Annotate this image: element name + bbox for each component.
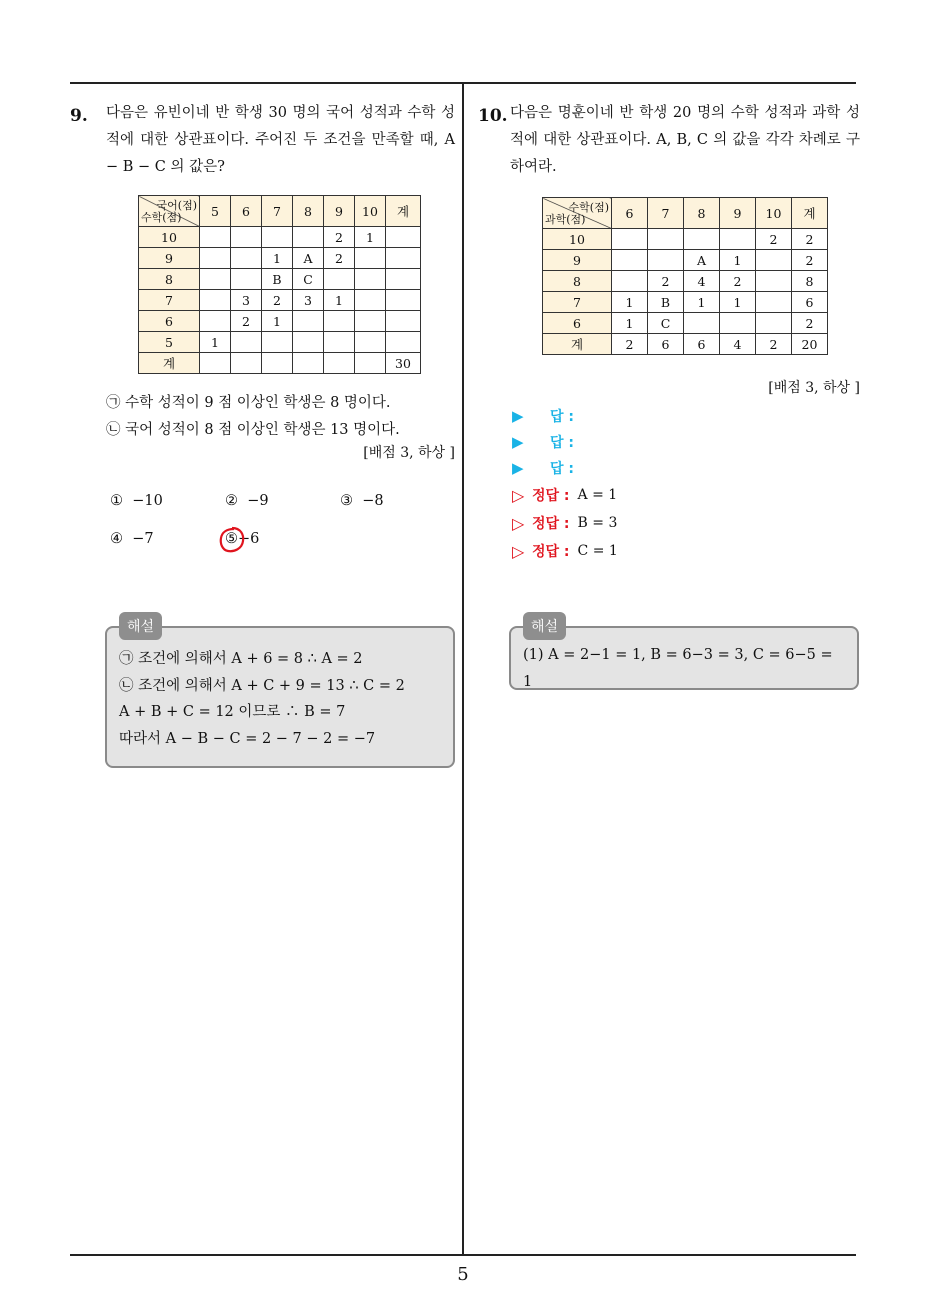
answer-line-2[interactable] — [512, 429, 860, 455]
table-cell — [324, 311, 355, 332]
table-cell — [355, 353, 386, 374]
table-cell: 2 — [756, 229, 792, 250]
table-cell: 2 — [648, 271, 684, 292]
table-row — [543, 334, 828, 355]
question-number: 10. — [478, 106, 508, 126]
table-cell: C — [648, 313, 684, 334]
table-cell: 1 — [612, 292, 648, 313]
table-row — [139, 248, 421, 269]
table-cell: 1 — [684, 292, 720, 313]
table-cell: 2 — [612, 334, 648, 355]
table-row — [543, 313, 828, 334]
table-cell — [355, 269, 386, 290]
table-row — [139, 227, 421, 248]
answer-line-1[interactable] — [512, 403, 860, 429]
table-cell — [200, 269, 231, 290]
table-header: 10 — [756, 198, 792, 229]
table-cell: 4 — [720, 334, 756, 355]
row-label: 6 — [139, 311, 200, 332]
table-header: 계 — [386, 196, 421, 227]
table-cell — [200, 353, 231, 374]
table-cell: A — [293, 248, 324, 269]
row-label: 9 — [543, 250, 612, 271]
table-corner — [139, 196, 200, 227]
table-cell: B — [262, 269, 293, 290]
table-cell: 3 — [293, 290, 324, 311]
choice-4[interactable] — [110, 531, 225, 547]
column-divider — [462, 82, 464, 1256]
table-header: 7 — [648, 198, 684, 229]
table-cell: 1 — [262, 248, 293, 269]
correct-label: 정답 : — [532, 488, 570, 504]
table-cell: 30 — [386, 353, 421, 374]
play-icon: ▶ — [512, 433, 524, 451]
explanation-line: 따라서 A − B − C = 2 − 7 − 2 = −7 — [119, 730, 376, 747]
table-row — [139, 353, 421, 374]
correct-answer-3 — [512, 537, 860, 565]
table-cell — [386, 248, 421, 269]
table-cell — [293, 353, 324, 374]
correlation-table — [138, 195, 421, 374]
choice-1[interactable] — [110, 493, 225, 509]
table-row — [139, 311, 421, 332]
conditions — [106, 390, 455, 444]
answer-area — [512, 403, 860, 565]
table-cell: 4 — [684, 271, 720, 292]
table-row — [543, 250, 828, 271]
choice-3[interactable] — [340, 493, 455, 509]
triangle-outline-icon: ▷ — [512, 485, 525, 505]
table-cell — [355, 290, 386, 311]
page-number: 5 — [457, 1264, 469, 1285]
bottom-rule — [70, 1254, 856, 1256]
table-cell — [386, 332, 421, 353]
table-header: 6 — [231, 196, 262, 227]
explanation-box-10 — [509, 619, 859, 690]
explanation-line: ㉡ 조건에 의해서 A + C + 9 = 13 ∴ C = 2 — [119, 677, 405, 694]
table-cell — [684, 229, 720, 250]
table-cell — [612, 271, 648, 292]
table-cell — [756, 313, 792, 334]
explanation-line: ㉠ 조건에 의해서 A + 6 = 8 ∴ A = 2 — [119, 651, 363, 667]
table-cell: 2 — [324, 248, 355, 269]
table-cell: 2 — [720, 271, 756, 292]
row-label: 계 — [543, 334, 612, 355]
table-cell — [324, 269, 355, 290]
row-label: 9 — [139, 248, 200, 269]
answer-label: 답 : — [550, 461, 574, 477]
correct-value: C = 1 — [577, 543, 618, 559]
table-cell: 2 — [262, 290, 293, 311]
table-cell — [231, 353, 262, 374]
table-corner — [543, 198, 612, 229]
explanation-tag: 해설 — [523, 612, 566, 640]
table-cell — [324, 353, 355, 374]
points: [배점 3, 하상 ] — [363, 445, 455, 461]
correct-answer-2 — [512, 509, 860, 537]
table-cell — [386, 311, 421, 332]
table-cell: 1 — [355, 227, 386, 248]
row-label: 5 — [139, 332, 200, 353]
explanation-box-9 — [105, 619, 455, 768]
table-cell: 20 — [792, 334, 828, 355]
correct-value: B = 3 — [577, 515, 618, 531]
triangle-outline-icon: ▷ — [512, 513, 525, 533]
table-cell — [355, 311, 386, 332]
correct-answer-1 — [512, 481, 860, 509]
choice-value: −10 — [132, 493, 163, 509]
triangle-outline-icon: ▷ — [512, 541, 525, 561]
row-label: 계 — [139, 353, 200, 374]
table-cell — [200, 290, 231, 311]
table-cell: 2 — [792, 250, 828, 271]
condition-2: ㉡ 국어 성적이 8 점 이상인 학생은 13 명이다. — [106, 422, 400, 438]
correct-label: 정답 : — [532, 544, 570, 560]
table-cell — [386, 227, 421, 248]
row-label: 7 — [543, 292, 612, 313]
table-cell — [262, 332, 293, 353]
table-cell: 6 — [684, 334, 720, 355]
correct-value: A = 1 — [577, 487, 618, 503]
table-cell — [756, 271, 792, 292]
table-cell: 6 — [792, 292, 828, 313]
answer-label: 답 : — [550, 409, 574, 425]
corner-top-label: 국어(점) — [156, 199, 197, 212]
table-cell — [756, 292, 792, 313]
table-row — [543, 292, 828, 313]
play-icon: ▶ — [512, 407, 524, 425]
table-row — [139, 332, 421, 353]
explanation-tag: 해설 — [119, 612, 162, 640]
corner-bottom-label: 과학(점) — [545, 213, 586, 226]
choice-2[interactable] — [225, 493, 340, 509]
table-header: 6 — [612, 198, 648, 229]
question-text: 다음은 유빈이네 반 학생 30 명의 국어 성적과 수학 성적에 대한 상관표이다. 주어진 두 조건을 만족할 때, A − B − C 의 값은? — [106, 105, 455, 175]
table-row — [543, 229, 828, 250]
table-cell: 1 — [324, 290, 355, 311]
table-header: 8 — [684, 198, 720, 229]
choice-5[interactable] — [225, 531, 340, 547]
table-cell — [355, 332, 386, 353]
table-cell: 3 — [231, 290, 262, 311]
table-cell: 6 — [648, 334, 684, 355]
condition-1: ㉠ 수학 성적이 9 점 이상인 학생은 8 명이다. — [106, 395, 391, 411]
choice-value: −8 — [362, 493, 384, 509]
table-cell — [262, 353, 293, 374]
table-cell — [386, 290, 421, 311]
corner-bottom-label: 수학(점) — [141, 211, 182, 224]
row-label: 7 — [139, 290, 200, 311]
choices — [110, 482, 455, 558]
choice-mark: ③ — [340, 493, 353, 509]
table-cell — [231, 227, 262, 248]
choice-mark: ④ — [110, 531, 123, 547]
table-cell: 1 — [720, 250, 756, 271]
table-cell — [231, 248, 262, 269]
table-cell — [231, 269, 262, 290]
table-cell — [720, 313, 756, 334]
table-cell — [293, 227, 324, 248]
answer-line-3[interactable] — [512, 455, 860, 481]
choice-mark: ① — [110, 493, 123, 509]
table-cell — [293, 332, 324, 353]
answer-circle-icon — [217, 525, 247, 555]
table-cell: 2 — [324, 227, 355, 248]
question-number: 9. — [70, 106, 88, 126]
table-cell — [200, 248, 231, 269]
table-cell — [231, 332, 262, 353]
table-cell — [324, 332, 355, 353]
row-label: 8 — [139, 269, 200, 290]
table-cell: 1 — [720, 292, 756, 313]
answer-label: 답 : — [550, 435, 574, 451]
table-header: 10 — [355, 196, 386, 227]
corner-top-label: 수학(점) — [568, 201, 609, 214]
row-label: 10 — [139, 227, 200, 248]
table-header: 계 — [792, 198, 828, 229]
correct-label: 정답 : — [532, 516, 570, 532]
table-row — [543, 271, 828, 292]
table-cell: 1 — [200, 332, 231, 353]
row-label: 10 — [543, 229, 612, 250]
question-text: 다음은 명훈이네 반 학생 20 명의 수학 성적과 과학 성적에 대한 상관표이다. A, B, C 의 값을 각각 차례로 구하여라. — [510, 105, 860, 175]
choice-value: −6 — [238, 531, 260, 547]
question-10 — [478, 100, 860, 565]
question-9 — [70, 100, 455, 558]
table-cell: 8 — [792, 271, 828, 292]
table-cell — [200, 311, 231, 332]
table-header: 9 — [720, 198, 756, 229]
table-header: 5 — [200, 196, 231, 227]
explanation-line: A + B + C = 12 이므로 ∴ B = 7 — [119, 704, 346, 720]
table-cell — [612, 229, 648, 250]
row-label: 8 — [543, 271, 612, 292]
choice-mark: ⑤ — [225, 531, 238, 547]
table-cell — [648, 250, 684, 271]
table-cell: 1 — [612, 313, 648, 334]
table-cell: 2 — [792, 229, 828, 250]
explanation-line: (1) A = 2−1 = 1, B = 6−3 = 3, C = 6−5 = 1 — [523, 647, 833, 690]
table-cell — [200, 227, 231, 248]
table-header: 7 — [262, 196, 293, 227]
table-cell — [293, 311, 324, 332]
table-cell: 2 — [756, 334, 792, 355]
correlation-table — [542, 197, 828, 355]
table-row — [139, 290, 421, 311]
table-cell — [355, 248, 386, 269]
choice-value: −7 — [132, 531, 154, 547]
table-header: 8 — [293, 196, 324, 227]
table-cell — [684, 313, 720, 334]
table-cell — [756, 250, 792, 271]
table-cell — [386, 269, 421, 290]
table-cell: 1 — [262, 311, 293, 332]
table-row — [139, 269, 421, 290]
table-cell — [262, 227, 293, 248]
choice-mark: ② — [225, 493, 238, 509]
row-label: 6 — [543, 313, 612, 334]
table-cell: C — [293, 269, 324, 290]
points: [배점 3, 하상 ] — [768, 380, 860, 396]
table-cell: 2 — [792, 313, 828, 334]
table-cell: B — [648, 292, 684, 313]
table-cell: A — [684, 250, 720, 271]
table-cell: 2 — [231, 311, 262, 332]
table-cell — [720, 229, 756, 250]
table-header: 9 — [324, 196, 355, 227]
table-cell — [648, 229, 684, 250]
choice-value: −9 — [247, 493, 269, 509]
play-icon: ▶ — [512, 459, 524, 477]
table-cell — [612, 250, 648, 271]
